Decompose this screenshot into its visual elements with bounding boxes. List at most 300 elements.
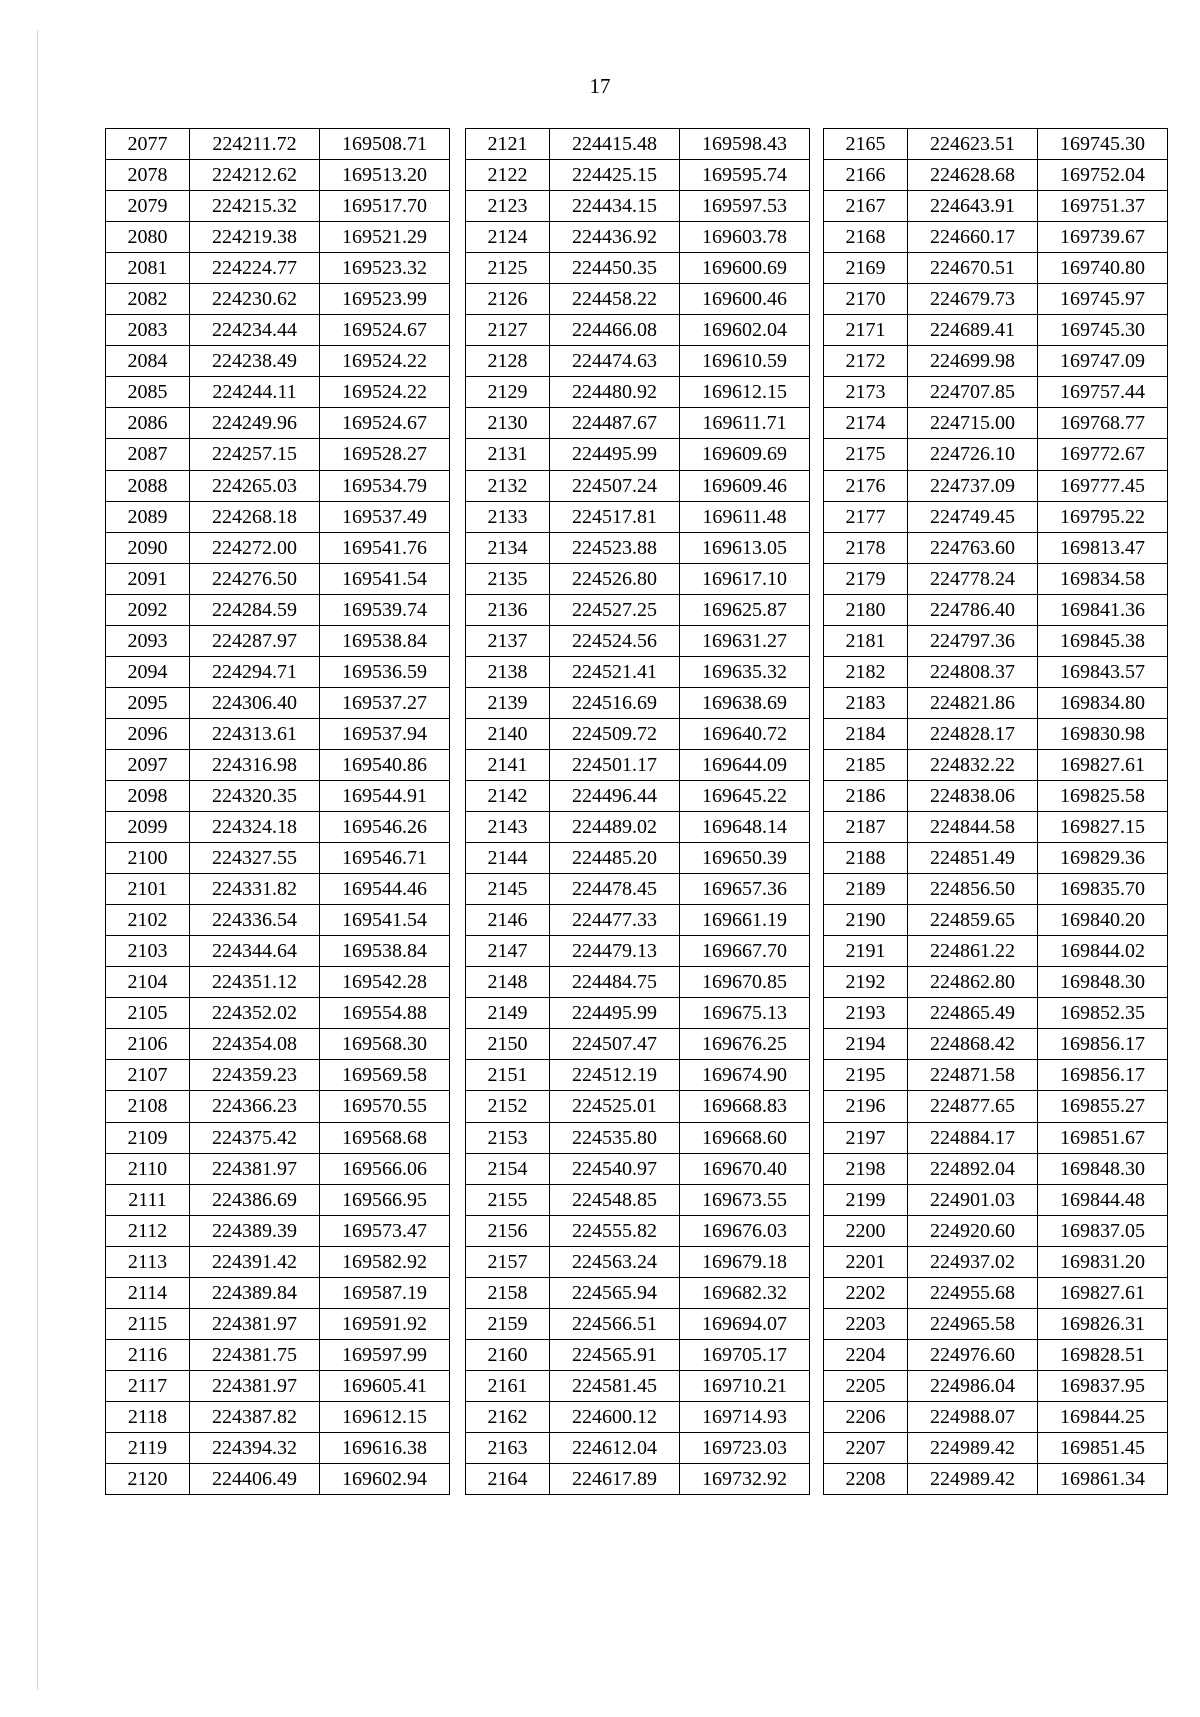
y-coordinate-cell: 169747.09 (1038, 346, 1168, 377)
x-coordinate-cell: 224320.35 (190, 780, 320, 811)
x-coordinate-cell: 224313.61 (190, 718, 320, 749)
point-number-cell: 2110 (106, 1153, 190, 1184)
table-row (106, 129, 450, 160)
y-coordinate-cell: 169613.05 (680, 532, 810, 563)
x-coordinate-cell: 224509.72 (550, 718, 680, 749)
table-row (824, 594, 1168, 625)
x-coordinate-cell: 224965.58 (908, 1308, 1038, 1339)
x-coordinate-cell: 224489.02 (550, 812, 680, 843)
y-coordinate-cell: 169723.03 (680, 1432, 810, 1463)
x-coordinate-cell: 224230.62 (190, 284, 320, 315)
y-coordinate-cell: 169827.15 (1038, 812, 1168, 843)
point-number-cell: 2163 (466, 1432, 550, 1463)
point-number-cell: 2169 (824, 253, 908, 284)
point-number-cell: 2148 (466, 967, 550, 998)
table-row (106, 284, 450, 315)
table-row (106, 1184, 450, 1215)
y-coordinate-cell: 169600.46 (680, 284, 810, 315)
point-number-cell: 2194 (824, 1029, 908, 1060)
x-coordinate-cell: 224507.47 (550, 1029, 680, 1060)
x-coordinate-cell: 224612.04 (550, 1432, 680, 1463)
point-number-cell: 2193 (824, 998, 908, 1029)
y-coordinate-cell: 169536.59 (320, 656, 450, 687)
y-coordinate-cell: 169573.47 (320, 1215, 450, 1246)
point-number-cell: 2152 (466, 1091, 550, 1122)
y-coordinate-cell: 169566.95 (320, 1184, 450, 1215)
point-number-cell: 2098 (106, 780, 190, 811)
y-coordinate-cell: 169566.06 (320, 1153, 450, 1184)
y-coordinate-cell: 169521.29 (320, 222, 450, 253)
y-coordinate-cell: 169609.46 (680, 470, 810, 501)
x-coordinate-cell: 224526.80 (550, 563, 680, 594)
point-number-cell: 2087 (106, 439, 190, 470)
y-coordinate-cell: 169537.27 (320, 687, 450, 718)
point-number-cell: 2126 (466, 284, 550, 315)
y-coordinate-cell: 169834.58 (1038, 563, 1168, 594)
point-number-cell: 2156 (466, 1215, 550, 1246)
y-coordinate-cell: 169752.04 (1038, 160, 1168, 191)
point-number-cell: 2143 (466, 812, 550, 843)
y-coordinate-cell: 169541.54 (320, 563, 450, 594)
x-coordinate-cell: 224316.98 (190, 749, 320, 780)
point-number-cell: 2141 (466, 749, 550, 780)
table-row (106, 160, 450, 191)
point-number-cell: 2150 (466, 1029, 550, 1060)
table-row (466, 160, 810, 191)
y-coordinate-cell: 169617.10 (680, 563, 810, 594)
x-coordinate-cell: 224219.38 (190, 222, 320, 253)
y-coordinate-cell: 169739.67 (1038, 222, 1168, 253)
point-number-cell: 2149 (466, 998, 550, 1029)
x-coordinate-cell: 224234.44 (190, 315, 320, 346)
point-number-cell: 2088 (106, 470, 190, 501)
x-coordinate-cell: 224478.45 (550, 874, 680, 905)
x-coordinate-cell: 224937.02 (908, 1246, 1038, 1277)
x-coordinate-cell: 224523.88 (550, 532, 680, 563)
x-coordinate-cell: 224828.17 (908, 718, 1038, 749)
point-number-cell: 2180 (824, 594, 908, 625)
point-number-cell: 2174 (824, 408, 908, 439)
y-coordinate-cell: 169826.31 (1038, 1308, 1168, 1339)
table-row (466, 1122, 810, 1153)
table-row (466, 377, 810, 408)
point-number-cell: 2128 (466, 346, 550, 377)
x-coordinate-cell: 224336.54 (190, 905, 320, 936)
x-coordinate-cell: 224715.00 (908, 408, 1038, 439)
table-row (466, 501, 810, 532)
y-coordinate-cell: 169650.39 (680, 843, 810, 874)
y-coordinate-cell: 169544.91 (320, 780, 450, 811)
table-row (106, 656, 450, 687)
point-number-cell: 2175 (824, 439, 908, 470)
x-coordinate-cell: 224496.44 (550, 780, 680, 811)
point-number-cell: 2077 (106, 129, 190, 160)
point-number-cell: 2208 (824, 1464, 908, 1495)
table-row (824, 998, 1168, 1029)
x-coordinate-cell: 224458.22 (550, 284, 680, 315)
table-row (466, 1432, 810, 1463)
table-row (106, 377, 450, 408)
x-coordinate-cell: 224856.50 (908, 874, 1038, 905)
table-row (466, 563, 810, 594)
y-coordinate-cell: 169597.53 (680, 191, 810, 222)
y-coordinate-cell: 169827.61 (1038, 1277, 1168, 1308)
point-number-cell: 2086 (106, 408, 190, 439)
point-number-cell: 2154 (466, 1153, 550, 1184)
table-row (106, 253, 450, 284)
point-number-cell: 2101 (106, 874, 190, 905)
x-coordinate-cell: 224324.18 (190, 812, 320, 843)
point-number-cell: 2187 (824, 812, 908, 843)
coordinate-table-right (823, 128, 1168, 1495)
table-row (466, 967, 810, 998)
y-coordinate-cell: 169694.07 (680, 1308, 810, 1339)
x-coordinate-cell: 224327.55 (190, 843, 320, 874)
x-coordinate-cell: 224389.84 (190, 1277, 320, 1308)
x-coordinate-cell: 224512.19 (550, 1060, 680, 1091)
x-coordinate-cell: 224699.98 (908, 346, 1038, 377)
x-coordinate-cell: 224660.17 (908, 222, 1038, 253)
x-coordinate-cell: 224391.42 (190, 1246, 320, 1277)
point-number-cell: 2082 (106, 284, 190, 315)
y-coordinate-cell: 169840.20 (1038, 905, 1168, 936)
x-coordinate-cell: 224381.97 (190, 1308, 320, 1339)
point-number-cell: 2097 (106, 749, 190, 780)
table-row (824, 1184, 1168, 1215)
point-number-cell: 2102 (106, 905, 190, 936)
table-row (106, 905, 450, 936)
table-row (824, 967, 1168, 998)
point-number-cell: 2131 (466, 439, 550, 470)
point-number-cell: 2199 (824, 1184, 908, 1215)
point-number-cell: 2134 (466, 532, 550, 563)
x-coordinate-cell: 224366.23 (190, 1091, 320, 1122)
x-coordinate-cell: 224352.02 (190, 998, 320, 1029)
point-number-cell: 2147 (466, 936, 550, 967)
table-row (106, 191, 450, 222)
table-row (466, 1215, 810, 1246)
point-number-cell: 2190 (824, 905, 908, 936)
table-row (106, 1277, 450, 1308)
table-row (106, 594, 450, 625)
x-coordinate-cell: 224565.91 (550, 1339, 680, 1370)
x-coordinate-cell: 224495.99 (550, 439, 680, 470)
point-number-cell: 2173 (824, 377, 908, 408)
point-number-cell: 2145 (466, 874, 550, 905)
x-coordinate-cell: 224548.85 (550, 1184, 680, 1215)
point-number-cell: 2157 (466, 1246, 550, 1277)
x-coordinate-cell: 224215.32 (190, 191, 320, 222)
point-number-cell: 2159 (466, 1308, 550, 1339)
table-row (106, 625, 450, 656)
x-coordinate-cell: 224381.97 (190, 1153, 320, 1184)
y-coordinate-cell: 169682.32 (680, 1277, 810, 1308)
x-coordinate-cell: 224306.40 (190, 687, 320, 718)
y-coordinate-cell: 169745.30 (1038, 315, 1168, 346)
point-number-cell: 2124 (466, 222, 550, 253)
table-row (824, 1153, 1168, 1184)
point-number-cell: 2188 (824, 843, 908, 874)
point-number-cell: 2139 (466, 687, 550, 718)
x-coordinate-cell: 224224.77 (190, 253, 320, 284)
table-row (106, 222, 450, 253)
x-coordinate-cell: 224540.97 (550, 1153, 680, 1184)
x-coordinate-cell: 224474.63 (550, 346, 680, 377)
y-coordinate-cell: 169745.30 (1038, 129, 1168, 160)
table-row (824, 843, 1168, 874)
x-coordinate-cell: 224257.15 (190, 439, 320, 470)
table-row (824, 439, 1168, 470)
point-number-cell: 2127 (466, 315, 550, 346)
y-coordinate-cell: 169674.90 (680, 1060, 810, 1091)
table-row (824, 1401, 1168, 1432)
y-coordinate-cell: 169508.71 (320, 129, 450, 160)
x-coordinate-cell: 224808.37 (908, 656, 1038, 687)
x-coordinate-cell: 224525.01 (550, 1091, 680, 1122)
point-number-cell: 2186 (824, 780, 908, 811)
x-coordinate-cell: 224406.49 (190, 1464, 320, 1495)
page-number: 17 (589, 74, 611, 98)
point-number-cell: 2104 (106, 967, 190, 998)
point-number-cell: 2176 (824, 470, 908, 501)
table-row (106, 967, 450, 998)
y-coordinate-cell: 169597.99 (320, 1339, 450, 1370)
y-coordinate-cell: 169541.76 (320, 532, 450, 563)
table-row (466, 780, 810, 811)
point-number-cell: 2096 (106, 718, 190, 749)
x-coordinate-cell: 224265.03 (190, 470, 320, 501)
point-number-cell: 2129 (466, 377, 550, 408)
point-number-cell: 2165 (824, 129, 908, 160)
x-coordinate-cell: 224521.41 (550, 656, 680, 687)
y-coordinate-cell: 169856.17 (1038, 1060, 1168, 1091)
x-coordinate-cell: 224565.94 (550, 1277, 680, 1308)
table-row (824, 346, 1168, 377)
table-row (824, 1060, 1168, 1091)
x-coordinate-cell: 224689.41 (908, 315, 1038, 346)
point-number-cell: 2160 (466, 1339, 550, 1370)
x-coordinate-cell: 224517.81 (550, 501, 680, 532)
table-row (824, 687, 1168, 718)
table-row (466, 1184, 810, 1215)
point-number-cell: 2114 (106, 1277, 190, 1308)
x-coordinate-cell: 224868.42 (908, 1029, 1038, 1060)
table-row (824, 532, 1168, 563)
y-coordinate-cell: 169856.17 (1038, 1029, 1168, 1060)
x-coordinate-cell: 224600.12 (550, 1401, 680, 1432)
coordinate-table-left (105, 128, 450, 1495)
y-coordinate-cell: 169569.58 (320, 1060, 450, 1091)
x-coordinate-cell: 224786.40 (908, 594, 1038, 625)
point-number-cell: 2185 (824, 749, 908, 780)
table-row (824, 160, 1168, 191)
y-coordinate-cell: 169710.21 (680, 1370, 810, 1401)
table-row (106, 874, 450, 905)
table-row (466, 905, 810, 936)
x-coordinate-cell: 224679.73 (908, 284, 1038, 315)
point-number-cell: 2178 (824, 532, 908, 563)
y-coordinate-cell: 169602.04 (680, 315, 810, 346)
table-row (824, 1122, 1168, 1153)
x-coordinate-cell: 224838.06 (908, 780, 1038, 811)
x-coordinate-cell: 224844.58 (908, 812, 1038, 843)
y-coordinate-cell: 169829.36 (1038, 843, 1168, 874)
x-coordinate-cell: 224859.65 (908, 905, 1038, 936)
y-coordinate-cell: 169828.51 (1038, 1339, 1168, 1370)
x-coordinate-cell: 224749.45 (908, 501, 1038, 532)
x-coordinate-cell: 224212.62 (190, 160, 320, 191)
x-coordinate-cell: 224884.17 (908, 1122, 1038, 1153)
y-coordinate-cell: 169610.59 (680, 346, 810, 377)
x-coordinate-cell: 224989.42 (908, 1432, 1038, 1463)
x-coordinate-cell: 224763.60 (908, 532, 1038, 563)
table-row (106, 1432, 450, 1463)
point-number-cell: 2107 (106, 1060, 190, 1091)
y-coordinate-cell: 169638.69 (680, 687, 810, 718)
table-row (466, 191, 810, 222)
table-row (466, 1277, 810, 1308)
table-row (106, 936, 450, 967)
y-coordinate-cell: 169568.68 (320, 1122, 450, 1153)
table-row (824, 408, 1168, 439)
point-number-cell: 2166 (824, 160, 908, 191)
point-number-cell: 2130 (466, 408, 550, 439)
table-row (106, 998, 450, 1029)
table-row (106, 1246, 450, 1277)
y-coordinate-cell: 169705.17 (680, 1339, 810, 1370)
y-coordinate-cell: 169837.95 (1038, 1370, 1168, 1401)
x-coordinate-cell: 224524.56 (550, 625, 680, 656)
table-row (824, 1277, 1168, 1308)
table-row (466, 936, 810, 967)
table-row (106, 687, 450, 718)
x-coordinate-cell: 224487.67 (550, 408, 680, 439)
x-coordinate-cell: 224485.20 (550, 843, 680, 874)
table-row (106, 812, 450, 843)
y-coordinate-cell: 169524.22 (320, 377, 450, 408)
point-number-cell: 2167 (824, 191, 908, 222)
point-number-cell: 2172 (824, 346, 908, 377)
point-number-cell: 2153 (466, 1122, 550, 1153)
point-number-cell: 2155 (466, 1184, 550, 1215)
y-coordinate-cell: 169844.02 (1038, 936, 1168, 967)
table-row (824, 129, 1168, 160)
point-number-cell: 2103 (106, 936, 190, 967)
y-coordinate-cell: 169612.15 (680, 377, 810, 408)
point-number-cell: 2092 (106, 594, 190, 625)
y-coordinate-cell: 169611.48 (680, 501, 810, 532)
point-number-cell: 2204 (824, 1339, 908, 1370)
y-coordinate-cell: 169848.30 (1038, 1153, 1168, 1184)
y-coordinate-cell: 169542.28 (320, 967, 450, 998)
x-coordinate-cell: 224581.45 (550, 1370, 680, 1401)
y-coordinate-cell: 169524.22 (320, 346, 450, 377)
table-row (824, 191, 1168, 222)
x-coordinate-cell: 224861.22 (908, 936, 1038, 967)
x-coordinate-cell: 224643.91 (908, 191, 1038, 222)
x-coordinate-cell: 224737.09 (908, 470, 1038, 501)
x-coordinate-cell: 224566.51 (550, 1308, 680, 1339)
point-number-cell: 2080 (106, 222, 190, 253)
x-coordinate-cell: 224955.68 (908, 1277, 1038, 1308)
point-number-cell: 2135 (466, 563, 550, 594)
table-row (466, 812, 810, 843)
y-coordinate-cell: 169537.49 (320, 501, 450, 532)
table-row (466, 129, 810, 160)
y-coordinate-cell: 169679.18 (680, 1246, 810, 1277)
table-row (466, 346, 810, 377)
table-row (466, 718, 810, 749)
point-number-cell: 2132 (466, 470, 550, 501)
table-row (824, 284, 1168, 315)
table-row (466, 284, 810, 315)
table-row (824, 1370, 1168, 1401)
x-coordinate-cell: 224466.08 (550, 315, 680, 346)
y-coordinate-cell: 169825.58 (1038, 780, 1168, 811)
table-row (824, 812, 1168, 843)
table-row (466, 439, 810, 470)
y-coordinate-cell: 169582.92 (320, 1246, 450, 1277)
table-row (824, 1432, 1168, 1463)
x-coordinate-cell: 224387.82 (190, 1401, 320, 1432)
y-coordinate-cell: 169539.74 (320, 594, 450, 625)
y-coordinate-cell: 169523.32 (320, 253, 450, 284)
point-number-cell: 2170 (824, 284, 908, 315)
table-row (106, 501, 450, 532)
table-row (824, 470, 1168, 501)
point-number-cell: 2182 (824, 656, 908, 687)
x-coordinate-cell: 224901.03 (908, 1184, 1038, 1215)
table-row (824, 780, 1168, 811)
point-number-cell: 2109 (106, 1122, 190, 1153)
y-coordinate-cell: 169795.22 (1038, 501, 1168, 532)
y-coordinate-cell: 169848.30 (1038, 967, 1168, 998)
x-coordinate-cell: 224434.15 (550, 191, 680, 222)
y-coordinate-cell: 169587.19 (320, 1277, 450, 1308)
point-number-cell: 2094 (106, 656, 190, 687)
x-coordinate-cell: 224516.69 (550, 687, 680, 718)
y-coordinate-cell: 169745.97 (1038, 284, 1168, 315)
y-coordinate-cell: 169861.34 (1038, 1464, 1168, 1495)
y-coordinate-cell: 169732.92 (680, 1464, 810, 1495)
scan-margin-line (37, 30, 38, 1690)
y-coordinate-cell: 169813.47 (1038, 532, 1168, 563)
point-number-cell: 2081 (106, 253, 190, 284)
y-coordinate-cell: 169667.70 (680, 936, 810, 967)
point-number-cell: 2183 (824, 687, 908, 718)
y-coordinate-cell: 169595.74 (680, 160, 810, 191)
x-coordinate-cell: 224920.60 (908, 1215, 1038, 1246)
point-number-cell: 2162 (466, 1401, 550, 1432)
y-coordinate-cell: 169609.69 (680, 439, 810, 470)
x-coordinate-cell: 224501.17 (550, 749, 680, 780)
table-row (466, 1401, 810, 1432)
table-row (466, 656, 810, 687)
point-number-cell: 2171 (824, 315, 908, 346)
point-number-cell: 2125 (466, 253, 550, 284)
y-coordinate-cell: 169523.99 (320, 284, 450, 315)
x-coordinate-cell: 224381.97 (190, 1370, 320, 1401)
table-row (824, 222, 1168, 253)
table-row (466, 1339, 810, 1370)
x-coordinate-cell: 224871.58 (908, 1060, 1038, 1091)
point-number-cell: 2113 (106, 1246, 190, 1277)
x-coordinate-cell: 224211.72 (190, 129, 320, 160)
x-coordinate-cell: 224415.48 (550, 129, 680, 160)
y-coordinate-cell: 169843.57 (1038, 656, 1168, 687)
x-coordinate-cell: 224276.50 (190, 563, 320, 594)
x-coordinate-cell: 224778.24 (908, 563, 1038, 594)
